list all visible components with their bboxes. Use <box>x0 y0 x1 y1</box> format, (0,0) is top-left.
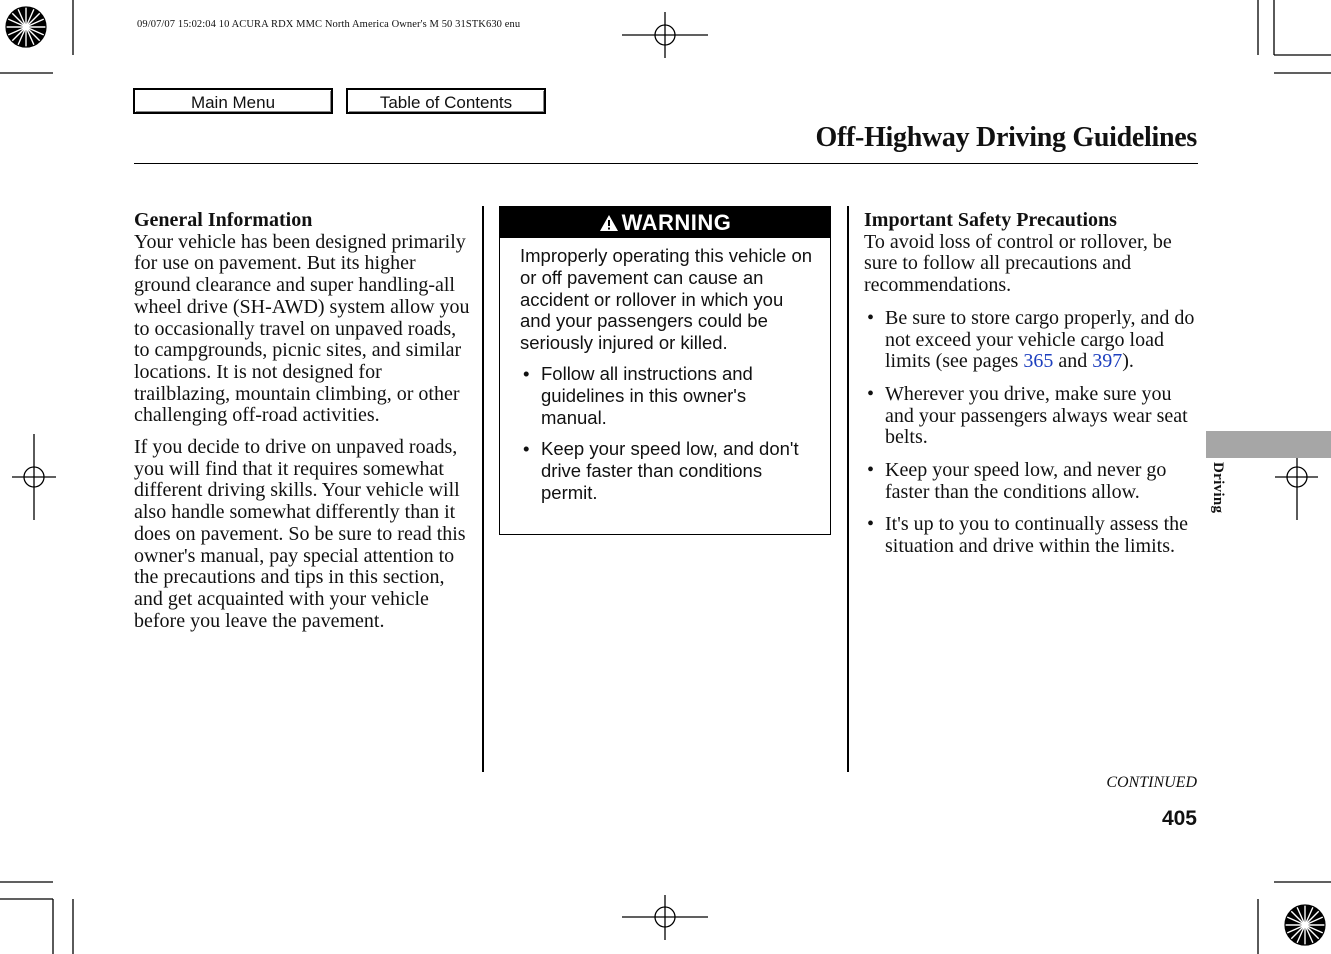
warning-label: WARNING <box>621 210 732 235</box>
safety-bullet: • It's up to you to continually assess the situation and drive within the limits. <box>864 514 1200 557</box>
title-divider <box>134 163 1198 164</box>
safety-precautions-heading: Important Safety Precautions <box>864 209 1117 231</box>
warning-header <box>500 207 830 238</box>
table-of-contents-button[interactable]: Table of Contents <box>346 88 546 114</box>
safety-precautions-intro: To avoid loss of control or rollover, be sure to follow all precautions and recommendations. <box>864 230 1172 297</box>
cargo-text-mid: and <box>1053 350 1093 373</box>
warning-bullet: • Keep your speed low, and don't drive faster than conditions permit. <box>520 438 816 503</box>
warning-box <box>499 206 831 535</box>
safety-bullet-cargo <box>864 308 1200 373</box>
safety-bullet: • Keep your speed low, and never go faster than the conditions allow. <box>864 460 1200 503</box>
section-tab-marker <box>1206 431 1331 458</box>
general-information-paragraph-2: If you decide to drive on unpaved roads, you will find that it requires somewhat different driving skills. Your vehicle will also handle somewhat differently than it does on pavement. So be sure to read this owner's manual, pay special attention to the precautions and tips in this section, and get acquainted with your vehicle before you leave the pavement. <box>134 436 466 632</box>
registration-target-br <box>1285 905 1325 945</box>
safety-bullet: • Wherever you drive, make sure you and your passengers always wear seat belts. <box>864 384 1200 449</box>
page-number: 405 <box>1161 807 1197 830</box>
page-link-365[interactable]: 365 <box>1023 350 1054 373</box>
safety-precautions-list <box>864 308 1200 558</box>
cargo-text-before: Be sure to store cargo properly, and do not exceed your vehicle cargo load limits (see pages <box>885 306 1195 373</box>
registration-target-tl <box>6 7 46 47</box>
main-menu-button[interactable]: Main Menu <box>133 88 333 114</box>
cargo-text-after: ). <box>1122 350 1134 373</box>
general-information-heading: General Information <box>134 209 313 231</box>
safety-precautions-section <box>864 210 1200 569</box>
general-information-paragraph-1: Your vehicle has been designed primarily for use on pavement. But its higher ground clearance and super handling-all wheel drive (SH-AWD) system allow you to occasionally travel on unpaved roads, to campgrounds, picnic sites, and similar locations. It is not designed for trailblazing, mountain climbing, or other challenging off-road activities. <box>134 230 470 427</box>
warning-bullet: • Follow all instructions and guidelines in this owner's manual. <box>520 363 816 428</box>
print-job-stamp: 09/07/07 15:02:04 10 ACURA RDX MMC North America Owner's M 50 31STK630 enu <box>137 19 521 30</box>
warning-icon <box>599 214 619 232</box>
page-link-397[interactable]: 397 <box>1092 350 1123 373</box>
warning-list <box>520 363 816 504</box>
page-title: Off-Highway Driving Guidelines <box>815 122 1197 153</box>
column-divider-left <box>482 206 484 772</box>
general-information-section <box>134 210 474 642</box>
continued-label: CONTINUED <box>1106 774 1197 791</box>
column-divider-right <box>847 206 849 772</box>
section-tab-label: Driving <box>1210 462 1226 514</box>
warning-text: Improperly operating this vehicle on or off pavement can cause an accident or rollover in which you and your passengers could be seriously injured or killed. <box>520 245 813 354</box>
